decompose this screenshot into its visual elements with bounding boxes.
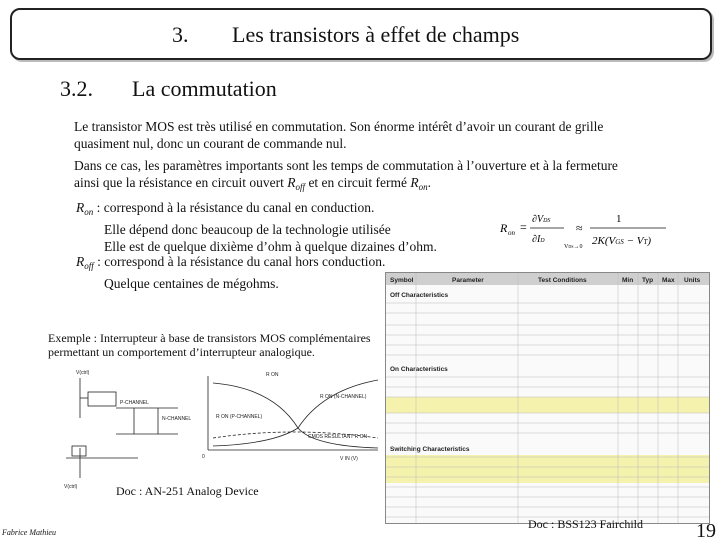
formula-did: ∂ID (532, 234, 545, 245)
formula-approx: ≈ (576, 221, 583, 235)
definition-ron (76, 199, 437, 255)
formula-denominator: 2K(VGS − VT) (592, 235, 652, 247)
circuit-label-pchannel: P-CHANNEL (120, 400, 149, 406)
def-ron-symbol: R (76, 200, 85, 215)
datasheet-col-min: Min (622, 277, 634, 284)
def-roff-subscript: off (84, 261, 94, 271)
datasheet-highlight-switching (386, 455, 709, 483)
formula-equals: = (520, 220, 527, 234)
circuit-label-vctrl-2: V(ctrl) (64, 484, 78, 490)
datasheet-col-symbol: Symbol (390, 277, 414, 284)
paragraph-parameters (74, 157, 634, 196)
def-ron-subscript: on (84, 207, 94, 217)
author: Fabrice Mathieu (2, 528, 56, 537)
datasheet-col-units: Units (684, 277, 701, 284)
datasheet-section-switching: Switching Characteristics (390, 446, 470, 453)
graph-label-ron: R ON (266, 372, 279, 378)
datasheet-section-on: On Characteristics (390, 366, 448, 373)
datasheet-col-max: Max (662, 277, 675, 284)
section-number: 3.2. (60, 76, 93, 101)
inverter-block-2 (72, 446, 86, 456)
ron-formula (498, 204, 670, 252)
source-circuit: Doc : AN-251 Analog Device (116, 484, 259, 498)
def-ron-line1: : correspond à la résistance du canal en conduction. (93, 200, 375, 215)
chapter-title: Les transistors à effet de champs (232, 22, 520, 47)
page-number: 19 (696, 520, 716, 542)
formula-dvds: ∂VDS (532, 214, 551, 225)
chapter-number: 3. (172, 22, 189, 47)
cmos-switch-figure (58, 368, 388, 492)
roff-subscript: off (295, 182, 306, 192)
def-roff-line2: Quelque centaines de mégohms. (104, 276, 279, 291)
formula-vds-zero: VDS→0 (564, 244, 583, 250)
formula-lhs-sub: on (508, 229, 515, 237)
circuit-label-vctrl: V(ctrl) (76, 370, 90, 376)
def-roff-symbol: R (76, 254, 85, 269)
paragraph-parameters-middle: et en circuit fermé (305, 175, 411, 190)
source-datasheet: Doc : BSS123 Fairchild (528, 517, 644, 531)
paragraph-parameters-end: . (427, 175, 432, 190)
inverter-block (88, 392, 116, 406)
datasheet-section-off: Off Characteristics (390, 292, 449, 299)
def-ron-line3: Elle est de quelque dixième d’ohm à quelque dizaines d’ohm. (104, 239, 437, 254)
formula-numerator: 1 (616, 213, 622, 225)
circuit-label-nchannel: N-CHANNEL (162, 416, 192, 422)
graph-label-vin: V IN (V) (340, 456, 358, 462)
example-text: Exemple : Interrupteur à base de transistors MOS complémentaires permettant un comportement d’interrupteur analogique. (48, 331, 371, 359)
datasheet-highlight-ron (386, 397, 709, 413)
datasheet-col-test: Test Conditions (538, 277, 587, 284)
graph-label-ron-n: R ON (N-CHANNEL) (320, 394, 367, 400)
def-roff-line1: : correspond à la résistance du canal hors conduction. (93, 254, 386, 269)
graph-label-ron-p: R ON (P-CHANNEL) (216, 414, 263, 420)
datasheet-col-typ: Typ (642, 277, 654, 284)
paragraph-parameters-text: Dans ce cas, les paramètres importants sont les temps de commutation à l’ouverture et à la fermeture ainsi que la résistance en circuit ouvert (74, 158, 618, 190)
graph-label-zero: 0 (202, 454, 205, 460)
roff-symbol: R (287, 175, 296, 190)
graph-label-cmos: CMOS RESULTANT R ON (308, 434, 368, 440)
paragraph-intro: Le transistor MOS est très utilisé en commutation. Son énorme intérêt d’avoir un courant de grille quasiment nul, donc un courant de commande nul. (74, 119, 604, 151)
ron-subscript: on (418, 182, 428, 192)
definition-roff (76, 253, 385, 292)
def-ron-line2: Elle dépend donc beaucoup de la technologie utilisée (104, 222, 391, 237)
section-title: La commutation (132, 76, 277, 101)
bss123-datasheet-excerpt (385, 272, 710, 524)
formula-lhs: R (500, 221, 508, 235)
datasheet-col-parameter: Parameter (452, 277, 484, 284)
ron-symbol: R (410, 175, 419, 190)
